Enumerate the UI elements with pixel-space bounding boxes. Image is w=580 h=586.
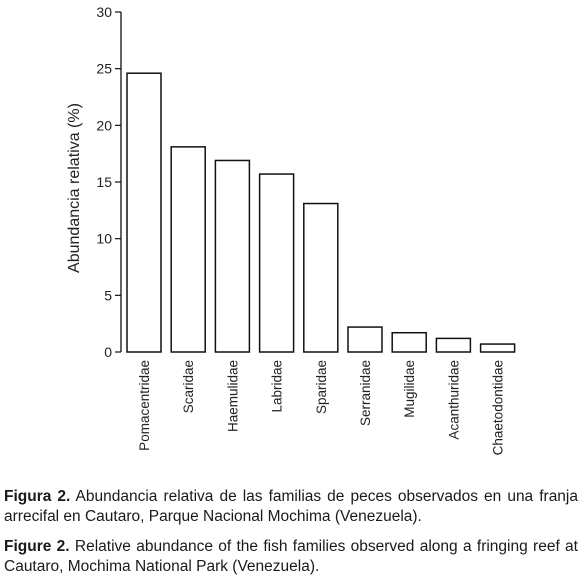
x-category-label: Sparidae <box>313 360 329 415</box>
y-axis <box>96 4 121 360</box>
x-category-label: Labridae <box>269 360 285 413</box>
y-axis-title: Abundancia relativa (%) <box>66 103 83 273</box>
y-tick-label: 30 <box>96 4 112 20</box>
caption-text-en: Relative abundance of the fish families observed along a fringing reef at Cautaro, Mochima National Park (Venezuela). <box>4 538 578 575</box>
y-tick-label: 20 <box>96 117 112 134</box>
x-category-label: Pomacentridae <box>137 360 152 451</box>
x-category-label: Acanthuridae <box>446 360 462 440</box>
bar-chaetodontidae <box>481 344 515 352</box>
x-axis-labels <box>137 360 506 455</box>
caption-text-es: Abundancia relativa de las familias de peces observados en una franja arrecifal en Cautaro, Parque Nacional Mochima (Venezuela). <box>4 488 578 525</box>
bar-scaridae <box>171 147 205 352</box>
bar-haemulidae <box>215 160 249 352</box>
caption-label-en: Figure 2. <box>4 538 70 555</box>
bar-sparidae <box>304 204 338 352</box>
x-category-label: Serranidae <box>358 360 373 427</box>
bar-pomacentridae <box>127 73 161 352</box>
bars <box>127 73 515 352</box>
bar-mugilidae <box>392 333 426 352</box>
figure-caption-spanish <box>4 487 578 527</box>
bar-serranidae <box>348 327 382 352</box>
x-category-label: Mugilidae <box>402 360 418 418</box>
y-tick-label: 10 <box>96 230 112 247</box>
x-category-label: Scaridae <box>181 360 197 414</box>
caption-label-es: Figura 2. <box>4 488 71 505</box>
bar-labridae <box>260 174 294 352</box>
figure-caption-english <box>4 537 578 577</box>
y-tick-label: 5 <box>104 287 112 304</box>
y-tick-label: 15 <box>96 174 112 190</box>
x-category-label: Chaetodontidae <box>490 360 506 456</box>
bar-acanthuridae <box>436 338 470 352</box>
x-category-label: Haemulidae <box>225 360 241 433</box>
y-tick-label: 25 <box>96 60 112 77</box>
y-tick-label: 0 <box>104 344 112 360</box>
